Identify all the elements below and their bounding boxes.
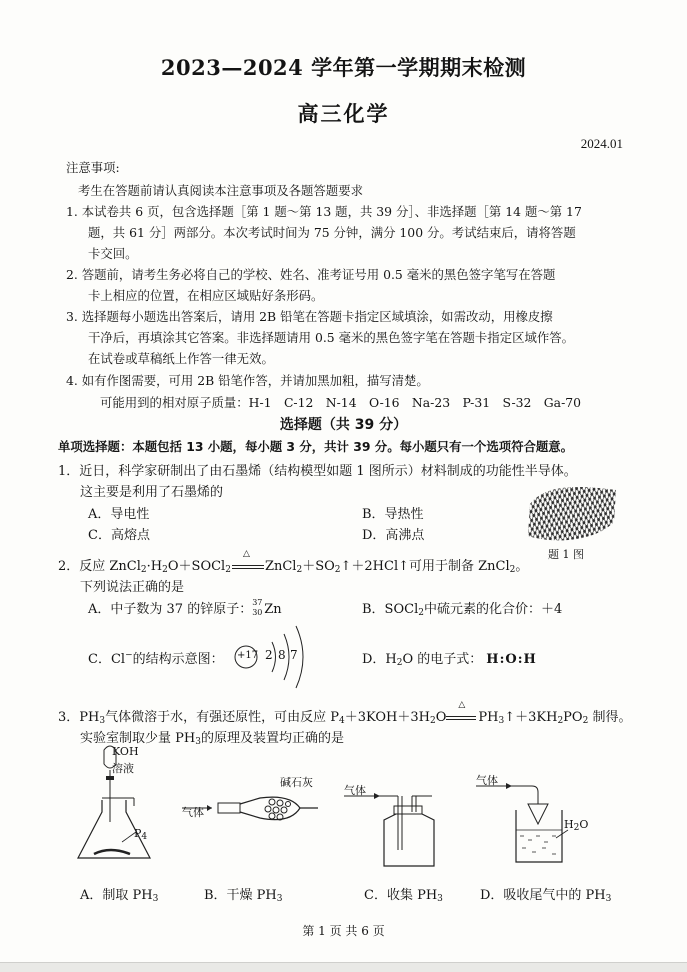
q2-option-b-text: B．SOCl <box>362 602 419 617</box>
q2-stem: 2．反应 $ZnCl_2\cdot H_2O+SOCl_2$ △ $ZnCl_2+SO_2↑+2HCl↑$可用于制备 ZnCl$_2$。 <box>58 549 529 575</box>
gas-label-d: 气体 <box>476 774 498 787</box>
q2-stem: 下列说法正确的是 <box>80 580 185 595</box>
q2-option-a <box>88 598 282 617</box>
q1-stem: 1．近日，科学家研制出了由石墨烯（结构模型如题 1 图所示）材料制成的功能性半导体。 <box>58 464 577 479</box>
electron-formula: H:O:H <box>486 652 537 667</box>
notice-line: 4. 如有作图需要，可用 2B 铅笔作答，并请加黑加粗，描写清楚。 <box>66 373 429 388</box>
subject-title: 高三化学 <box>297 102 390 126</box>
water-label: $H_2O$ <box>564 818 589 833</box>
q3-option-a-text: A．制取 PH <box>80 888 153 903</box>
zn-atomic-number: 30 <box>252 608 263 617</box>
page-footer: 第 1 页 共 6 页 <box>302 924 385 938</box>
p4-label-text: P <box>134 827 142 840</box>
shell-electrons: 2 <box>265 648 273 662</box>
q3-option-d-text: D．吸收尾气中的 PH <box>480 888 606 903</box>
q2-option-c: C．Cl−的结构示意图： <box>88 650 224 667</box>
q1-figure-caption: 题 1 图 <box>548 548 584 561</box>
atomic-masses: 可能用到的相对原子质量：H-1 C-12 N-14 O-16 Na-23 P-31 S-32 Ga-70 <box>100 395 582 410</box>
notice-line: 2. 答题前，请考生务必将自己的学校、姓名、准考证号用 0.5 毫米的黑色签字笔写在答题 <box>66 267 556 282</box>
zn-symbol: Zn <box>264 602 282 617</box>
q2-option-d-tail: O 的电子式： <box>402 652 483 667</box>
q3-stem: 3．$PH_3$气体微溶于水，有强还原性，可由反应 $P_4+3KOH+3H_2O$ △ $PH_3↑+3KH_2PO_2$ 制得。 <box>58 700 632 726</box>
q3-option-a: A．制取 $PH_3$ <box>80 888 159 904</box>
q3-stem-mid: 气体微溶于水，有强还原性，可由反应 P <box>105 710 339 725</box>
q3-option-b-text: B．干燥 PH <box>204 888 277 903</box>
q3-stem-end: ＋3KH <box>515 710 558 725</box>
exam-date: 2024.01 <box>580 136 623 151</box>
soda-lime-label: 碱石灰 <box>280 776 313 789</box>
section-instructions: 单项选择题：本题包括 13 小题，每小题 3 分，共计 39 分。每小题只有一个选项符合题意。 <box>58 439 574 454</box>
q3-option-b: B．干燥 $PH_3$ <box>204 888 283 904</box>
q1-stem: 这主要是利用了石墨烯的 <box>80 485 224 500</box>
notice-line: 在试卷或草稿纸上作答一律无效。 <box>88 351 274 366</box>
q2-option-c-text: C．Cl <box>88 652 126 667</box>
exam-title: 2023—2024 学年第一学期期末检测 <box>160 55 527 80</box>
q3-stem: 实验室制取少量 $PH_3$的原理及装置均正确的是 <box>80 731 344 747</box>
nucleus-charge: +17 <box>237 650 259 661</box>
q3-stem2-end: 的原理及装置均正确的是 <box>200 731 344 746</box>
q3-stem2-start: 实验室制取少量 PH <box>80 731 196 746</box>
q2-option-d: D．$H_2O$ 的电子式： H:O:H <box>362 652 537 668</box>
q2-option-c-tail: 的结构示意图： <box>132 652 224 667</box>
q1-option-b: B．导热性 <box>362 507 424 522</box>
notice-line: 3. 选择题每小题选出答案后，请用 2B 铅笔在答题卡指定区域填涂，如需改动，用橡皮擦 <box>66 309 553 324</box>
notice-line: 卡上相应的位置，在相应区域贴好条形码。 <box>88 288 324 303</box>
notice-line: 题，共 61 分］两部分。本次考试时间为 75 分钟，满分 100 分。考试结束后，请将答题 <box>88 225 576 240</box>
section-title: 选择题（共 39 分） <box>279 417 408 433</box>
q3-option-c-text: C．收集 PH <box>364 888 438 903</box>
koh-label: KOH <box>112 745 139 758</box>
notice-line: 卡交回。 <box>88 246 138 261</box>
p4-label: $P_4$ <box>134 827 148 842</box>
q1-option-d: D．高沸点 <box>362 528 425 543</box>
zn-mass-number: 37 <box>252 598 263 607</box>
notice-line: 干净后，再填涂其它答案。非选择题请用 0.5 毫米的黑色签字笔在答题卡指定区域作答。 <box>88 330 575 345</box>
q2-option-d-text: D．H <box>362 652 397 667</box>
graphene-structure-figure <box>524 482 619 544</box>
water-label-text: H <box>564 818 574 831</box>
q2-stem-prefix: 2．反应 ZnCl <box>58 559 141 574</box>
shell-electrons: 7 <box>290 648 298 662</box>
gas-label-c: 气体 <box>344 784 366 797</box>
solution-label: 溶液 <box>112 762 134 775</box>
gas-label-b: 气体 <box>182 806 204 819</box>
notice-heading: 注意事项: <box>66 160 120 175</box>
q1-option-a: A．导电性 <box>88 507 150 522</box>
q3-stem-rest: ＋3KOH＋3H <box>344 710 430 725</box>
notice-intro: 考生在答题前请认真阅读本注意事项及各题答题要求 <box>78 183 363 198</box>
q2-option-b: B．SOCl$_2$中硫元素的化合价：＋4 <box>362 602 563 618</box>
q3-stem-start: 3．PH <box>58 710 100 725</box>
shell-electrons: 8 <box>278 648 286 662</box>
water-label-tail: O <box>579 818 589 831</box>
q2-option-b-tail: 中硫元素的化合价：＋4 <box>423 602 563 617</box>
q3-option-c: C．收集 $PH_3$ <box>364 888 443 904</box>
q1-option-c: C．高熔点 <box>88 528 150 543</box>
notice-line: 1. 本试卷共 6 页，包含选择题［第 1 题～第 13 题，共 39 分］、非选择题［第 14 题～第 17 <box>66 204 582 219</box>
q3-option-d: D．吸收尾气中的 $PH_3$ <box>480 888 612 904</box>
q2-option-a-text: A．中子数为 37 的锌原子： <box>88 602 253 617</box>
